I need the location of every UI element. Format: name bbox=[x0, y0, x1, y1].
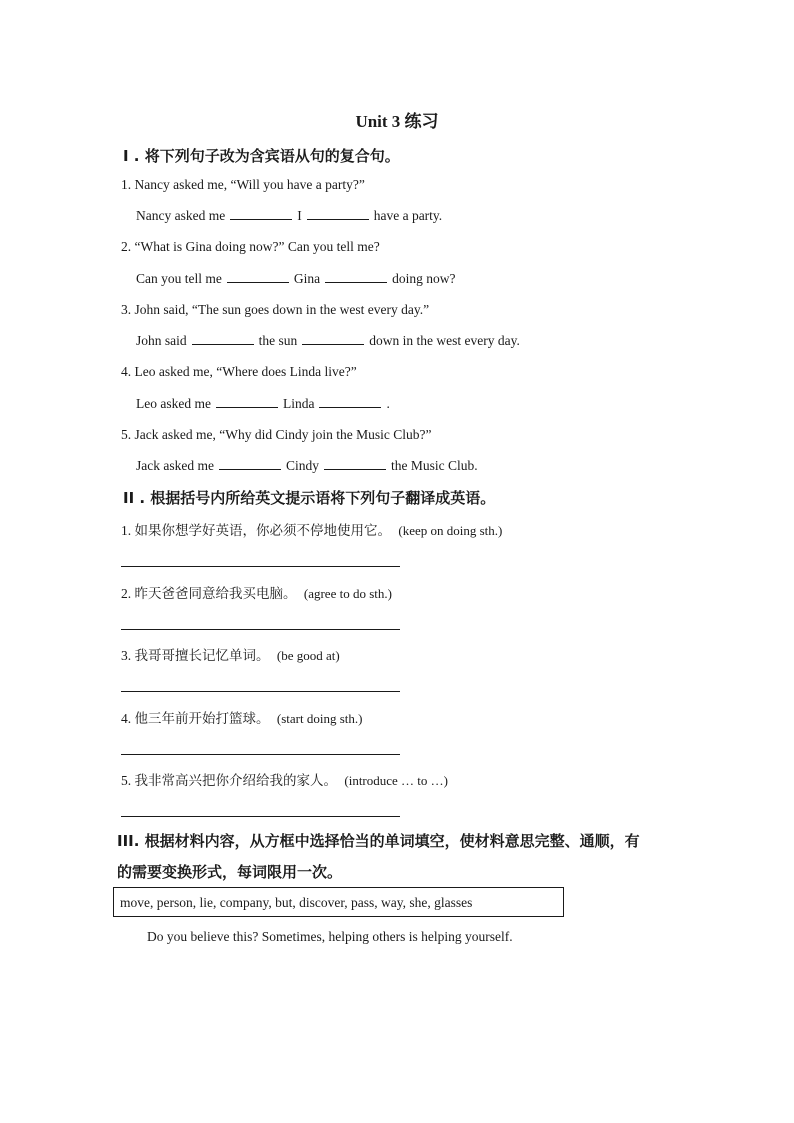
section-3-heading-line2: 的需要变换形式，每词限用一次。 bbox=[117, 863, 343, 881]
s1-q5-question: 5. Jack asked me, “Why did Cindy join the Music Club?” bbox=[121, 427, 432, 442]
page-title: Unit 3 练习 bbox=[355, 112, 439, 131]
s1-q2-question: 2. “What is Gina doing now?” Can you tell me? bbox=[121, 239, 380, 254]
s1-q3-question: 3. John said, “The sun goes down in the west every day.” bbox=[121, 302, 430, 317]
section-2-heading: II . 根据括号内所给英文提示语将下列句子翻译成英语。 bbox=[123, 489, 496, 507]
answer-blank[interactable] bbox=[216, 396, 278, 408]
s1-q4-answer: Leo asked me Linda . bbox=[136, 396, 390, 411]
answer-blank[interactable] bbox=[227, 271, 289, 283]
answer-blank[interactable] bbox=[230, 208, 292, 220]
s2-q2: 2. 昨天爸爸同意给我买电脑。 (agree to do sth.) bbox=[121, 586, 392, 602]
answer-blank[interactable] bbox=[219, 458, 281, 470]
answer-line[interactable] bbox=[121, 629, 400, 630]
passage-text: Do you believe this? Sometimes, helping others is helping yourself. bbox=[147, 929, 513, 944]
s2-q3: 3. 我哥哥擅长记忆单词。 (be good at) bbox=[121, 648, 340, 664]
answer-line[interactable] bbox=[121, 691, 400, 692]
section-3-heading-line1: III. 根据材料内容，从方框中选择恰当的单词填空，使材料意思完整、通顺，有 bbox=[117, 832, 640, 850]
s1-q1-answer: Nancy asked me I have a party. bbox=[136, 208, 443, 223]
answer-line[interactable] bbox=[121, 754, 400, 755]
s2-q1: 1. 如果你想学好英语，你必须不停地使用它。 (keep on doing sth.) bbox=[121, 523, 503, 539]
answer-blank[interactable] bbox=[307, 208, 369, 220]
answer-blank[interactable] bbox=[324, 458, 386, 470]
section-1-heading: I . 将下列句子改为含宾语从句的复合句。 bbox=[123, 147, 400, 165]
answer-line[interactable] bbox=[121, 566, 400, 567]
s1-q3-answer: John said the sun down in the west every day. bbox=[136, 333, 520, 348]
answer-line[interactable] bbox=[121, 816, 400, 817]
answer-blank[interactable] bbox=[192, 333, 254, 345]
s2-q4: 4. 他三年前开始打篮球。 (start doing sth.) bbox=[121, 711, 363, 727]
word-bank-box: move, person, lie, company, but, discover, pass, way, she, glasses bbox=[113, 887, 564, 917]
s1-q2-answer: Can you tell me Gina doing now? bbox=[136, 271, 456, 286]
s1-q4-question: 4. Leo asked me, “Where does Linda live?” bbox=[121, 364, 357, 379]
s2-q5: 5. 我非常高兴把你介绍给我的家人。 (introduce … to …) bbox=[121, 773, 448, 789]
s1-q1-question: 1. Nancy asked me, “Will you have a party?” bbox=[121, 177, 365, 192]
s1-q5-answer: Jack asked me Cindy the Music Club. bbox=[136, 458, 478, 473]
answer-blank[interactable] bbox=[319, 396, 381, 408]
answer-blank[interactable] bbox=[325, 271, 387, 283]
answer-blank[interactable] bbox=[302, 333, 364, 345]
